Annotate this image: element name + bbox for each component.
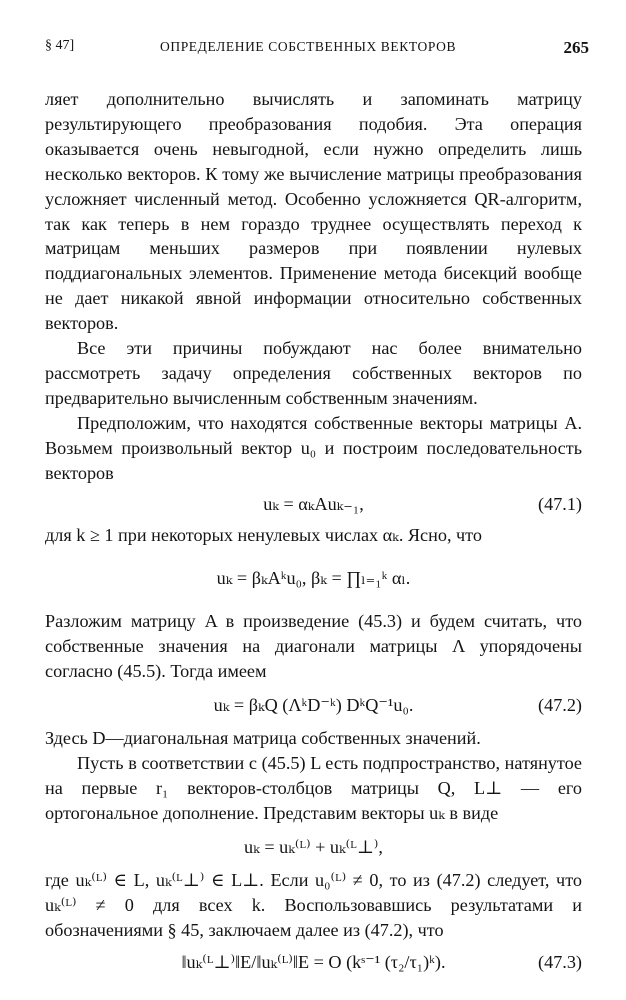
equation-47-2: [45, 684, 582, 726]
page-body: [45, 87, 582, 982]
page-number: 265: [563, 38, 589, 57]
paragraph: Здесь D—диагональная матрица собственных значений.: [45, 728, 481, 749]
paragraph: Разложим матрицу A в произведение (45.3) и будем считать, что собственные значения на диагонали матрицы Λ упорядочены согласно (45.5). Тогда имеем: [45, 611, 582, 682]
paragraph: Пусть в соответствии с (45.5) L есть подпространство, натянутое на первые r₁ векторов-столбцов матрицы Q, L⊥ — его ортогональное дополнение. Представим векторы uₖ в виде: [45, 753, 582, 823]
equation-product: [45, 547, 582, 609]
equation-number: (47.3): [538, 952, 582, 973]
equation-formula: uₖ = βₖQ (ΛᵏD⁻ᵏ) DᵏQ⁻¹u₀.: [213, 695, 414, 716]
equation-number: (47.1): [538, 493, 582, 514]
paragraph: для k ≥ 1 при некоторых ненулевых числах αₖ. Ясно, что: [45, 524, 482, 545]
equation-number: (47.2): [538, 695, 582, 716]
equation-formula: uₖ = βₖAᵏu₀, βₖ = ∏ₗ₌₁ᵏ αₗ.: [216, 568, 411, 589]
paragraph: где uₖ⁽ᴸ⁾ ∈ L, uₖ⁽ᴸ⊥⁾ ∈ L⊥. Если u₀⁽ᴸ⁾ ≠ 0, то из (47.2) следует, что uₖ⁽ᴸ⁾ ≠ 0 для всех k. Воспользовавшись результатами и обозначениями § 45, заключаем далее из (47.2), что: [45, 869, 582, 940]
section-marker: § 47]: [45, 38, 75, 53]
running-header: [45, 36, 593, 60]
equation-47-3: [45, 942, 582, 982]
equation-47-1: [45, 486, 582, 523]
paragraph: Все эти причины побуждают нас более внимательно рассмотреть задачу определения собственных векторов по предварительно вычисленным собственным значениям.: [45, 338, 582, 408]
paragraph: ляет дополнительно вычислять и запоминать матрицу результирующего преобразования подобия. Эта операция оказывается очень невыгодной, если нужно определить лишь несколько векторов. К тому же вычисление матрицы преобразования усложняет численный метод. Особенно усложняется QR-алгоритм, так как теперь в нем гораздо труднее осуществлять переход к матрицам меньших размеров при появлении нулевых поддиагональных элементов. Применение метода бисекций вообще не дает никакой явной информации относительно собственных векторов.: [45, 89, 582, 334]
paragraph: Предположим, что находятся собственные векторы матрицы A. Возьмем произвольный вектор u₀ и построим последовательность векторов: [45, 412, 582, 483]
equation-formula: ‖uₖ⁽ᴸ⊥⁾‖E/‖uₖ⁽ᴸ⁾‖E = O (kˢ⁻¹ (τ₂/τ₁)ᵏ).: [181, 952, 446, 973]
equation-decomposition: [45, 826, 582, 868]
equation-formula: uₖ = αₖAuₖ₋₁,: [263, 493, 364, 514]
equation-formula: uₖ = uₖ⁽ᴸ⁾ + uₖ⁽ᴸ⊥⁾,: [244, 836, 383, 857]
running-title: ОПРЕДЕЛЕНИЕ СОБСТВЕННЫХ ВЕКТОРОВ: [160, 39, 457, 54]
